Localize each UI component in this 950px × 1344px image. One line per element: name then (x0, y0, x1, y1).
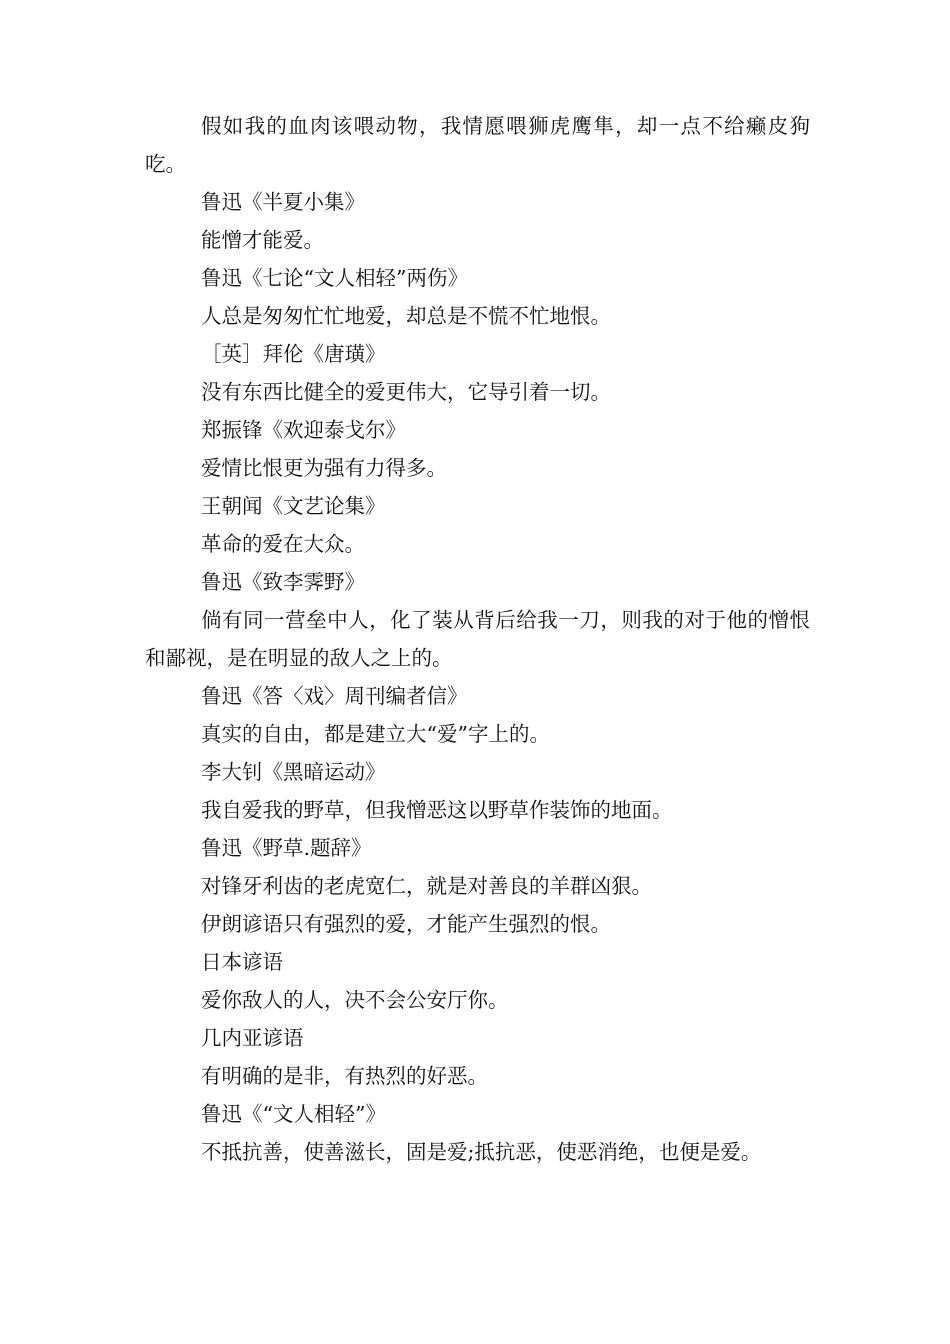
quote-source: 几内亚谚语 (201, 1026, 304, 1050)
quote-paragraph: 倘有同一营垒中人，化了装从背后给我一刀，则我的对于他的憎恨和鄙视，是在明显的敌人之上的。 (145, 608, 810, 670)
quote-paragraph: 假如我的血肉该喂动物，我情愿喂狮虎鹰隼，却一点不给癞皮狗吃。 (145, 114, 810, 176)
quote-source: 李大钊《黑暗运动》 (201, 760, 386, 784)
quote-paragraph: 爱情比恨更为强有力得多。 (201, 456, 447, 480)
quote-paragraph: 对锋牙利齿的老虎宽仁，就是对善良的羊群凶狠。 (201, 874, 652, 898)
quote-source: 鲁迅《七论“文人相轻”两伤》 (201, 266, 468, 290)
quote-paragraph: 人总是匆匆忙忙地爱，却总是不慌不忙地恨。 (201, 304, 611, 328)
quote-paragraph: 没有东西比健全的爱更伟大，它导引着一切。 (201, 380, 611, 404)
quote-paragraph: 有明确的是非，有热烈的好恶。 (201, 1064, 488, 1088)
document-page (145, 107, 810, 1171)
quote-paragraph: 真实的自由，都是建立大“爱”字上的。 (201, 722, 550, 746)
quote-source: 鲁迅《答〈戏〉周刊编者信》 (201, 684, 468, 708)
quote-paragraph: 伊朗谚语只有强烈的爱，才能产生强烈的恨。 (201, 912, 611, 936)
quote-paragraph: 不抵抗善，使善滋长，固是爱;抵抗恶，使恶消绝，也便是爱。 (201, 1140, 762, 1164)
quote-source: ［英］拜伦《唐璜》 (201, 342, 386, 366)
quote-paragraph: 革命的爱在大众。 (201, 532, 365, 556)
quote-source: 日本谚语 (201, 950, 283, 974)
quote-source: 鲁迅《致李霁野》 (201, 570, 365, 594)
quote-paragraph: 我自爱我的野草，但我憎恶这以野草作装饰的地面。 (201, 798, 673, 822)
quote-source: 王朝闻《文艺论集》 (201, 494, 386, 518)
quote-source: 鲁迅《野草.题辞》 (201, 836, 372, 860)
quote-paragraph: 爱你敌人的人，决不会公安厅你。 (201, 988, 509, 1012)
quote-source: 鲁迅《“文人相轻”》 (201, 1102, 386, 1126)
quote-paragraph: 能憎才能爱。 (201, 228, 324, 252)
quote-source: 鲁迅《半夏小集》 (201, 190, 365, 214)
quote-source: 郑振锋《欢迎泰戈尔》 (201, 418, 406, 442)
